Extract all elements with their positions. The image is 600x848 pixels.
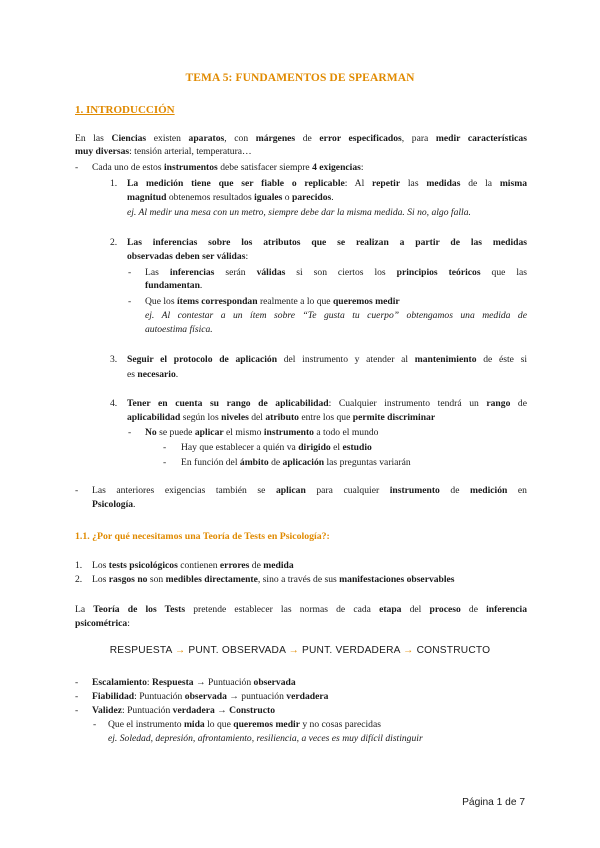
document-title: TEMA 5: FUNDAMENTOS DE SPEARMAN (185, 72, 415, 84)
def-sub-dash: - (93, 719, 97, 730)
item-4-number: 4. (110, 398, 118, 409)
list-item-1: Los tests psicológicos contienen errores de medida (92, 560, 294, 571)
definition-escalamiento: Escalamiento: Respuesta → Puntuación observada (92, 677, 296, 688)
item-2-sub-dash-2: - (128, 296, 132, 307)
inference-flow (0, 645, 600, 656)
item-2-sub-1-line-1: Las inferencias serán válidas si son ciertos los principios teóricos que las (145, 267, 527, 278)
item-2-sub-2: Que los ítems correspondan realmente a lo que queremos medir (145, 296, 400, 307)
bullet-dash: - (75, 162, 79, 173)
item-1-line-1: La medición tiene que ser fiable o replicable: Al repetir las medidas de la misma (127, 178, 527, 189)
item-2-example-line-1: ej. Al contestar a un ítem sobre “Te gusta tu cuerpo” obtengamos una medida de (145, 310, 527, 321)
def-dash-3: - (75, 705, 79, 716)
item-3-line-2: es necesario. (127, 369, 179, 380)
list-item-2: Los rasgos no son medibles directamente, sino a través de sus manifestaciones observables (92, 574, 455, 585)
bullet-dash-2: - (75, 485, 79, 496)
arrow-right-icon: → (174, 645, 186, 656)
paragraph-teoria-line-2: psicométrica: (75, 618, 130, 629)
def-dash-1: - (75, 677, 79, 688)
arrow-right-icon: → (288, 645, 299, 656)
item-2-sub-1-line-2: fundamentan. (145, 280, 203, 291)
item-4-subsub-dash-2: - (163, 457, 167, 468)
flow-step-respuesta: RESPUESTA (109, 645, 172, 656)
item-4-line-1: Tener en cuenta su rango de aplicabilidad: Cualquier instrumento tendrá un rango de (127, 398, 527, 409)
paragraph-teoria-line-1: La Teoría de los Tests pretende establecer las normas de cada etapa del proceso de inferencia (75, 604, 527, 615)
list-2-number: 2. (75, 574, 83, 585)
intro-line-1: En las Ciencias existen aparatos, con márgenes de error especificados, para medir características (75, 133, 527, 144)
item-4-sub-dash: - (128, 427, 132, 438)
subsection-heading-teoria-tests: 1.1. ¿Por qué necesitamos una Teoría de Tests en Psicología?: (75, 531, 330, 542)
item-4-subsub-2: En función del ámbito de aplicación las preguntas variarán (181, 457, 411, 468)
item-2-line-1: Las inferencias sobre los atributos que se realizan a partir de las medidas (127, 237, 527, 248)
item-4-sub: No se puede aplicar el mismo instrumento a todo el mundo (145, 427, 379, 438)
definition-fiabilidad: Fiabilidad: Puntuación observada → puntuación verdadera (92, 691, 329, 702)
item-2-example-line-2: autoestima física. (145, 324, 213, 335)
item-3-number: 3. (110, 354, 118, 365)
item-2-line-2: observadas deben ser válidas: (127, 251, 249, 262)
flow-step-punt-observada: PUNT. OBSERVADA (188, 645, 286, 656)
def-dash-2: - (75, 691, 79, 702)
item-1-example: ej. Al medir una mesa con un metro, siempre debe dar la misma medida. Si no, algo falla. (127, 207, 471, 218)
item-4-subsub-1: Hay que establecer a quién va dirigido el estudio (181, 442, 372, 453)
flow-step-punt-verdadera: PUNT. VERDADERA (302, 645, 401, 656)
item-3-line-1: Seguir el protocolo de aplicación del instrumento y atender al mantenimiento de éste si (127, 354, 527, 365)
arrow-right-icon: → (403, 645, 414, 656)
intro-line-2: muy diversas: tensión arterial, temperatura… (75, 146, 252, 157)
item-2-sub-dash-1: - (128, 267, 132, 278)
bullet-instrumentos: Cada uno de estos instrumentos debe satisfacer siempre 4 exigencias: (92, 162, 364, 173)
definition-validez-example: ej. Soledad, depresión, afrontamiento, resiliencia, a veces es muy difícil distinguir (108, 733, 423, 744)
item-2-number: 2. (110, 237, 118, 248)
bullet-anteriores-line-2: Psicología. (92, 499, 136, 510)
section-heading-introduccion: 1. INTRODUCCIÓN (75, 104, 175, 116)
item-1-number: 1. (110, 178, 118, 189)
flow-step-constructo: CONSTRUCTO (416, 645, 491, 656)
page-number: Página 1 de 7 (462, 797, 525, 808)
definition-validez: Validez: Puntuación verdadera → Constructo (92, 705, 276, 716)
bullet-anteriores-line-1: Las anteriores exigencias también se aplican para cualquier instrumento de medición en (92, 485, 527, 496)
item-1-line-2: magnitud obtenemos resultados iguales o parecidos. (127, 192, 334, 203)
item-4-subsub-dash-1: - (163, 442, 167, 453)
item-4-line-2: aplicabilidad según los niveles del atributo entre los que permite discriminar (127, 412, 436, 423)
list-1-number: 1. (75, 560, 83, 571)
definition-validez-sub: Que el instrumento mida lo que queremos medir y no cosas parecidas (108, 719, 381, 730)
